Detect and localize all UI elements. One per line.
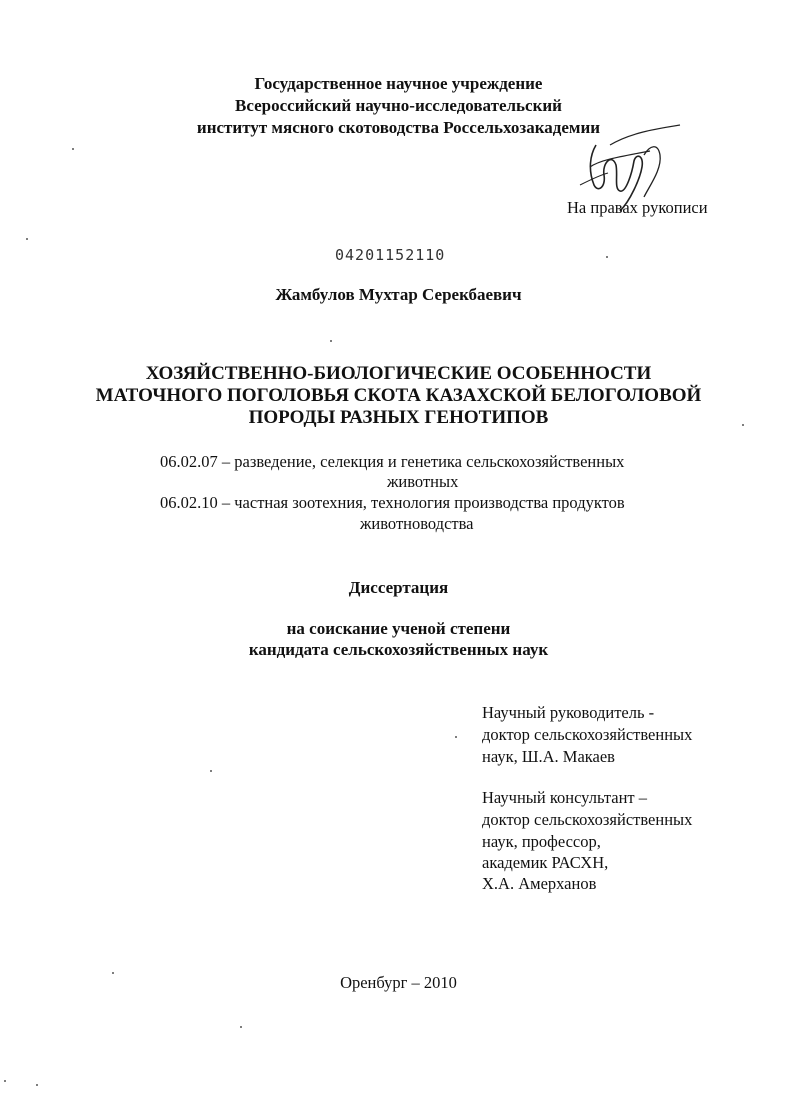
consultant-line-5: Х.А. Амерханов [482,874,597,893]
manuscript-note: На правах рукописи [567,198,708,217]
consultant-line-2: доктор сельскохозяйственных [482,810,693,829]
scan-speck [330,340,332,342]
author-name: Жамбулов Мухтар Серекбаевич [275,285,522,304]
institution-line-3: институт мясного скотоводства Россельхозакадемии [196,118,601,137]
scan-speck [26,238,28,240]
specialty-2-line-2: животноводства [360,514,474,533]
scan-speck [606,256,608,258]
specialty-1-line-2: животных [387,472,459,491]
supervisor-line-2: доктор сельскохозяйственных [482,725,693,744]
consultant-line-1: Научный консультант – [482,788,647,807]
consultant-line-3: наук, профессор, [482,832,601,851]
scan-speck [36,1084,38,1086]
scan-speck [240,1026,242,1028]
scan-speck [742,424,744,426]
specialty-1-line-1: 06.02.07 – разведение, селекция и генетика сельскохозяйственных [160,452,625,471]
scan-speck [112,972,114,974]
degree-line-1: на соискание ученой степени [286,619,511,638]
consultant-line-4: академик РАСХН, [482,853,609,872]
scan-speck [210,770,212,772]
scan-speck [455,736,457,738]
institution-line-1: Государственное научное учреждение [254,74,543,93]
title-line-3: ПОРОДЫ РАЗНЫХ ГЕНОТИПОВ [248,407,549,428]
institution-line-2: Всероссийский научно-исследовательский [235,96,562,115]
degree-line-2: кандидата сельскохозяйственных наук [248,640,549,659]
scan-speck [4,1080,6,1082]
title-line-2: МАТОЧНОГО ПОГОЛОВЬЯ СКОТА КАЗАХСКОЙ БЕЛОГОЛОВОЙ [95,385,702,406]
supervisor-line-1: Научный руководитель - [482,703,655,722]
scan-speck [72,148,74,150]
specialty-2-line-1: 06.02.10 – частная зоотехния, технология производства продуктов [160,493,625,512]
supervisor-line-3: наук, Ш.А. Макаев [482,747,615,766]
city-year: Оренбург – 2010 [340,973,457,992]
title-line-1: ХОЗЯЙСТВЕННО-БИОЛОГИЧЕСКИЕ ОСОБЕННОСТИ [145,363,652,384]
document-type: Диссертация [348,578,449,597]
document-code: 04201152110 [335,246,446,264]
